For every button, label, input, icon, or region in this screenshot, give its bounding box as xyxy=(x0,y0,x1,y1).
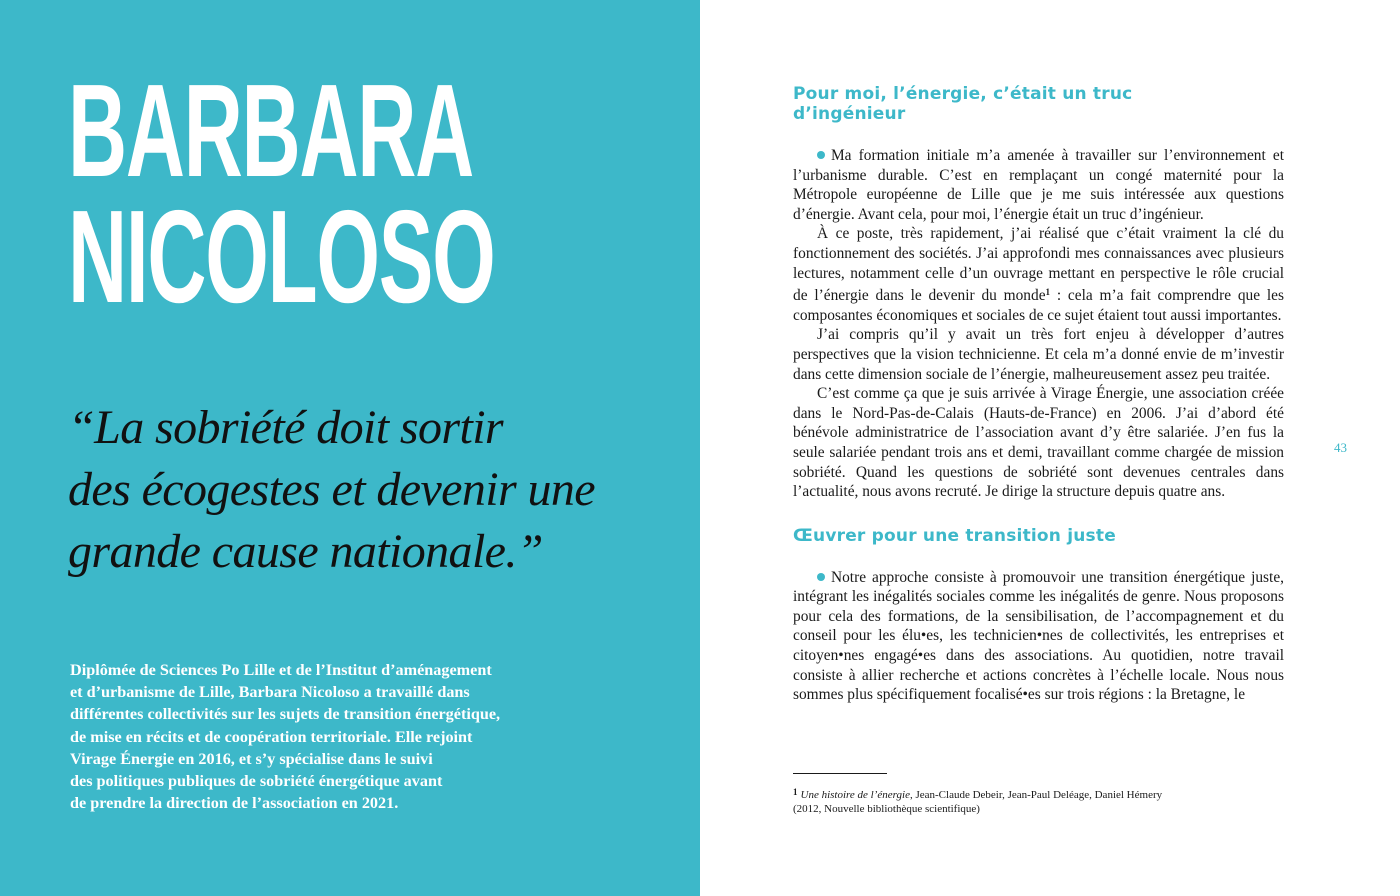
page-number: 43 xyxy=(1334,440,1347,455)
heading-line: Pour moi, l’énergie, c’était un truc xyxy=(793,84,1133,104)
text-column xyxy=(793,84,1284,705)
right-page xyxy=(700,0,1400,896)
pull-quote xyxy=(68,397,628,583)
heading-line: d’ingénieur xyxy=(793,104,906,124)
section-body-energy xyxy=(793,146,1284,502)
name-last: NICOLOSO xyxy=(68,183,495,330)
bio-line: Diplômée de Sciences Po Lille et de l’Institut d’aménagement xyxy=(70,661,492,679)
footnote xyxy=(793,785,1213,816)
footnote-divider xyxy=(793,773,887,774)
paragraph-text: J’ai compris qu’il y avait un très fort enjeu à développer d’autres perspectives que la vision technicienne. Et cela m’a donné envie de m’investir dans cette dimension sociale de l’énergie, malheureusement assez peu traitée. xyxy=(793,326,1284,383)
paragraph-text: Notre approche consiste à promouvoir une transition énergétique juste, intégrant les inégalités sociales comme les inégalités de genre. Nous proposons pour cela des formations, de la sensibilisation, de l’accompagnement et du conseil pour les élu•es, les technicien•nes de collectivités, les entreprises et citoyen•nes engagé•es dans des associations. Au quotidien, notre travail consiste à allier recherche et actions concrètes à l’échelle locale. Nous nous sommes plus spécifiquement focalisé•es sur trois régions : la Bretagne, le xyxy=(793,568,1284,704)
paragraph-text: : cela m’a fait comprendre que les composantes économiques et sociales de ce sujet étaient tout aussi importantes. xyxy=(793,287,1284,324)
paragraph xyxy=(793,568,1284,705)
paragraph-text: Ma formation initiale m’a amenée à travailler sur l’environnement et l’urbanisme durable. C’est en remplaçant un congé maternité pour la Métropole européenne de Lille que je me suis intéressée aux questions d’énergie. Avant cela, pour moi, l’énergie était un truc d’ingénieur. xyxy=(793,147,1284,223)
paragraph xyxy=(793,325,1284,384)
quote-line: grande cause nationale.” xyxy=(68,525,543,578)
section-body-transition xyxy=(793,568,1284,705)
bio-line: et d’urbanisme de Lille, Barbara Nicoloso a travaillé dans xyxy=(70,683,470,702)
bullet-icon xyxy=(817,573,825,581)
footnote-publication: (2012, Nouvelle bibliothèque scientifique) xyxy=(793,803,980,815)
paragraph xyxy=(793,384,1284,502)
paragraph-text: À ce poste, très rapidement, j’ai réalisé que c’était vraiment la clé du fonctionnement des sociétés. J’ai approfondi mes connaissances avec plusieurs lectures, notamment celle d’un ouvrage mettant en perspective le rôle crucial de l’énergie dans le devenir du monde xyxy=(793,225,1284,305)
bullet-icon xyxy=(817,151,825,159)
quote-line: des écogestes et devenir une xyxy=(68,463,595,516)
bio-line: de mise en récits et de coopération territoriale. Elle rejoint xyxy=(70,727,473,746)
quote-line: “La sobriété doit sortir xyxy=(68,401,504,454)
bio-line: Virage Énergie en 2016, et s’y spécialise dans le suivi xyxy=(70,749,433,768)
name-first: BARBARA xyxy=(68,57,474,204)
bio-line: différentes collectivités sur les sujets de transition énergétique, xyxy=(70,705,501,724)
paragraph xyxy=(793,146,1284,224)
section-heading-transition xyxy=(793,526,1284,546)
footnote-authors: , Jean-Claude Debeir, Jean-Paul Deléage, Daniel Hémery xyxy=(909,789,1163,801)
bio-line: de prendre la direction de l’association en 2021. xyxy=(70,794,399,813)
footnote-number: 1 xyxy=(793,787,798,797)
footnote-reference[interactable]: 1 xyxy=(1045,287,1051,298)
section-heading-energy xyxy=(793,84,1284,124)
heading-line: Œuvrer pour une transition juste xyxy=(793,525,1116,546)
paragraph-text: C’est comme ça que je suis arrivée à Virage Énergie, une association créée dans le Nord-Pas-de-Calais (Hauts-de-France) en 2006. J’ai d’abord été bénévole administratrice de l’association avant d’y être salariée. J’en fus la seule salariée pendant trois ans et demi, travaillant comme chargée de mission sobriété. Quand les questions de sobriété sont devenues centrales dans l’actualité, nous avons recruté. Je dirige la structure depuis quatre ans. xyxy=(793,385,1284,501)
bio-line: des politiques publiques de sobriété énergétique avant xyxy=(70,772,443,791)
footnote-book-title: Une histoire de l’énergie xyxy=(800,789,910,801)
biography xyxy=(70,659,540,814)
profile-name xyxy=(68,57,495,330)
paragraph xyxy=(793,224,1284,325)
